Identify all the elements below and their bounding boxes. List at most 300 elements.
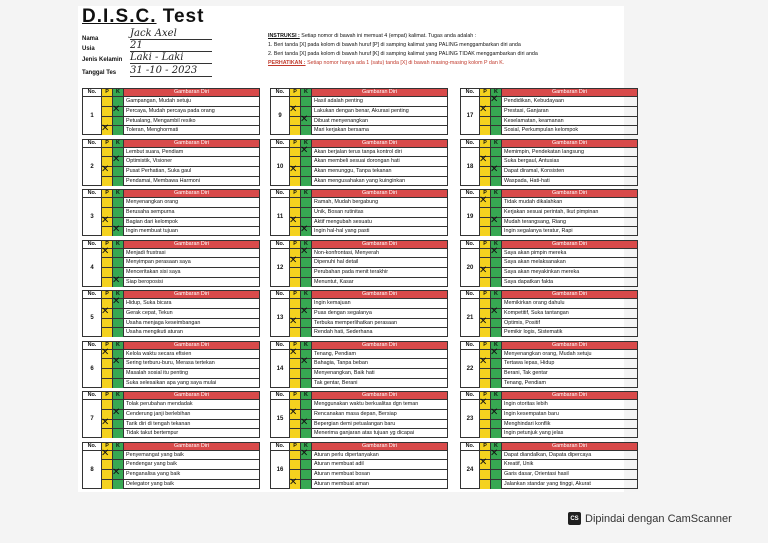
statement-text: Berani, Tak gentar [502,369,637,379]
page-title: D.I.S.C. Test [82,6,205,27]
p-checkbox[interactable] [102,177,112,186]
k-checkbox[interactable] [490,305,501,319]
statement-text: Saya akan melaksanakan [502,258,637,268]
k-checkbox[interactable] [301,177,311,186]
k-checkbox[interactable] [490,164,501,177]
p-checkbox[interactable] [290,198,300,208]
question-group-14 [270,341,448,388]
p-checkbox[interactable] [480,299,490,309]
p-header: P [480,89,491,96]
x-mark-icon: ✕ [101,245,110,257]
k-checkbox[interactable] [300,245,311,259]
k-checkbox[interactable] [113,369,123,379]
k-checkbox[interactable] [300,144,311,158]
p-checkbox[interactable] [289,164,300,177]
group-header [83,241,259,249]
k-checkbox[interactable] [301,400,311,410]
gambaran-header: Gambaran Diri [502,89,637,96]
group-number: 12 [271,249,290,287]
k-checkbox[interactable] [491,227,501,236]
statement-text: Ingin kesempatan baru [502,410,637,420]
p-checkbox[interactable] [480,126,490,135]
no-header: No. [461,443,480,450]
p-checkbox[interactable] [479,356,490,369]
k-header: K [113,291,124,298]
p-checkbox[interactable] [479,315,490,329]
x-mark-icon: ✕ [490,447,499,459]
statement-text: Tarik diri di tengah tekanan [124,420,259,430]
p-checkbox[interactable] [101,245,112,259]
p-checkbox[interactable] [289,214,300,228]
k-checkbox[interactable] [112,103,123,117]
k-column [112,296,124,337]
p-header: P [480,241,491,248]
statement-text: Aturan membuat bosan [312,470,447,480]
no-header: No. [271,190,290,197]
k-column [113,451,124,489]
p-checkbox[interactable] [480,369,490,379]
k-checkbox[interactable] [491,470,501,480]
statement-text: Rendah hati, Sederhana [314,329,373,336]
p-checkbox[interactable] [101,305,112,319]
p-checkbox[interactable] [290,369,300,379]
k-checkbox[interactable] [491,268,501,278]
no-header: No. [83,291,102,298]
x-mark-icon: ✕ [289,164,298,175]
p-checkbox[interactable] [290,451,300,461]
statements [502,350,637,388]
p-checkbox[interactable] [480,117,490,127]
usia-value[interactable]: 21 [130,41,212,52]
no-header: No. [461,190,480,197]
k-checkbox[interactable] [301,167,311,177]
group-number: 9 [271,97,290,135]
k-checkbox[interactable] [113,208,123,218]
statements [312,299,447,337]
p-header: P [102,241,113,248]
statements [502,249,637,287]
statement-text: Memimpin, Pendekatan langsung [502,148,637,158]
p-checkbox[interactable] [479,195,490,208]
question-group-13 [270,290,448,337]
k-header: K [113,190,124,197]
statements [124,249,259,287]
statement-text: Hasil adalah penting [312,97,447,107]
k-checkbox[interactable] [301,157,311,167]
k-checkbox[interactable] [491,107,501,117]
p-header: P [480,392,491,399]
k-checkbox[interactable] [112,467,123,480]
group-header [83,89,259,97]
gambaran-header: Gambaran Diri [124,89,259,96]
statements [502,299,637,337]
p-checkbox[interactable] [102,359,112,369]
question-group-20 [460,240,638,287]
p-checkbox[interactable] [102,470,112,480]
p-header: P [290,190,301,197]
p-checkbox[interactable] [480,249,490,259]
gambaran-header: Gambaran Diri [312,140,447,147]
p-checkbox[interactable] [102,319,112,329]
statement-text: Sosial, Perkumpulan kelompok [504,127,579,134]
k-checkbox[interactable] [112,356,123,369]
camscanner-watermark [568,512,732,525]
p-checkbox[interactable] [290,227,300,236]
k-checkbox[interactable] [491,117,501,127]
p-checkbox[interactable] [290,278,300,287]
p-checkbox[interactable] [289,255,300,268]
k-column [301,198,312,236]
k-checkbox[interactable] [301,328,311,337]
p-checkbox[interactable] [289,406,300,420]
group-header [271,241,447,249]
gambaran-header: Gambaran Diri [312,443,447,450]
p-checkbox[interactable] [102,97,112,107]
p-checkbox[interactable] [102,480,112,489]
k-checkbox[interactable] [300,447,311,461]
statements [312,400,447,438]
k-header: K [113,241,124,248]
k-checkbox[interactable] [491,359,501,369]
statements [312,350,447,388]
p-checkbox[interactable] [289,476,300,489]
p-checkbox[interactable] [480,177,490,186]
k-checkbox[interactable] [112,274,123,287]
statement-text: Aturan membuat aman [314,480,369,487]
k-checkbox[interactable] [491,177,501,186]
p-checkbox[interactable] [290,126,300,135]
k-header: K [113,443,124,450]
statement-text: Menggunakan waktu berkualitas dgn teman [312,400,447,410]
p-checkbox[interactable] [289,103,300,117]
p-checkbox[interactable] [290,117,300,127]
k-checkbox[interactable] [301,268,311,278]
p-checkbox[interactable] [290,148,300,158]
group-header [461,392,637,400]
p-checkbox[interactable] [479,397,490,410]
k-checkbox[interactable] [301,97,311,107]
question-group-10 [270,139,448,186]
p-column [102,148,113,186]
no-header: No. [271,342,290,349]
k-checkbox[interactable] [301,126,311,135]
p-checkbox[interactable] [479,457,490,470]
group-header [461,89,637,97]
k-checkbox[interactable] [300,113,311,127]
k-checkbox[interactable] [491,480,501,489]
k-column [301,350,312,388]
group-number: 13 [271,299,290,337]
no-header: No. [461,342,480,349]
x-mark-icon: ✕ [479,265,488,276]
p-header: P [480,342,491,349]
x-mark-icon: ✕ [101,346,110,358]
p-checkbox[interactable] [479,103,490,117]
statement-text: Optimis, Positif [502,319,637,329]
k-checkbox[interactable] [301,319,311,329]
k-checkbox[interactable] [491,148,501,158]
group-header [461,241,637,249]
no-header: No. [461,140,480,147]
p-checkbox[interactable] [290,177,300,186]
x-mark-icon: ✕ [490,406,499,418]
k-checkbox[interactable] [300,224,311,236]
k-checkbox[interactable] [301,278,311,287]
statements [124,148,259,186]
k-checkbox[interactable] [113,249,123,259]
statement-text: Pusat Perhatian, Suka gaul [124,167,259,177]
p-header: P [290,392,301,399]
p-checkbox[interactable] [102,429,112,438]
p-checkbox[interactable] [102,278,112,287]
group-header [461,443,637,451]
p-checkbox[interactable] [290,429,300,438]
k-checkbox[interactable] [113,319,123,329]
k-checkbox[interactable] [491,319,501,329]
p-checkbox[interactable] [480,218,490,228]
p-checkbox[interactable] [479,265,490,278]
p-checkbox[interactable] [102,460,112,470]
k-checkbox[interactable] [301,429,311,438]
p-checkbox[interactable] [102,379,112,388]
statement-text: Akan berjalan terus tanpa kontrol diri [312,148,447,158]
x-mark-icon: ✕ [112,103,121,115]
x-mark-icon: ✕ [112,274,121,286]
p-checkbox[interactable] [101,123,112,135]
tanggal-tes-value[interactable]: 31 -10 - 2023 [130,66,212,77]
p-checkbox[interactable] [480,429,490,438]
k-checkbox[interactable] [113,451,123,461]
p-checkbox[interactable] [101,416,112,430]
k-column [490,245,502,287]
k-checkbox[interactable] [490,94,501,107]
statement-text: Ramah, Mudah bergabung [312,198,447,208]
no-header: No. [83,241,102,248]
k-checkbox[interactable] [491,278,501,287]
k-checkbox[interactable] [300,356,311,369]
statement-text: Pendidikan, Kebudayaan [502,97,637,107]
k-checkbox[interactable] [113,309,123,319]
group-header [271,342,447,350]
statement-text: Aktif mengubah sesuatu [312,218,447,228]
group-header [271,291,447,299]
p-checkbox[interactable] [289,346,300,360]
k-checkbox[interactable] [491,429,501,438]
p-checkbox[interactable] [290,328,300,337]
p-checkbox[interactable] [102,148,112,158]
nama-value[interactable]: Jack Axel [130,29,212,40]
statement-text: Tolak perubahan mendadak [124,400,259,410]
group-header [83,443,259,451]
k-checkbox[interactable] [113,198,123,208]
k-checkbox[interactable] [113,177,123,186]
p-checkbox[interactable] [102,258,112,268]
k-column [300,245,312,287]
k-header: K [491,140,502,147]
k-column [491,400,502,438]
p-checkbox[interactable] [480,420,490,430]
p-checkbox[interactable] [480,379,490,388]
k-column [491,148,502,186]
p-checkbox[interactable] [101,346,112,360]
p-checkbox[interactable] [102,107,112,117]
k-checkbox[interactable] [301,198,311,208]
gambaran-header: Gambaran Diri [502,392,637,399]
k-checkbox[interactable] [113,258,123,268]
question-group-21 [460,290,638,337]
p-checkbox[interactable] [290,420,300,430]
jenis-kelamin-value[interactable]: Laki - Laki [130,53,212,64]
p-checkbox[interactable] [102,328,112,337]
p-checkbox[interactable] [480,278,490,287]
p-checkbox[interactable] [480,480,490,489]
p-checkbox[interactable] [480,328,490,337]
k-checkbox[interactable] [490,214,501,228]
no-header: No. [271,443,290,450]
p-checkbox[interactable] [290,268,300,278]
k-checkbox[interactable] [113,379,123,388]
statement-text: Akan membeli sesuai dorongan hati [312,157,447,167]
x-mark-icon: ✕ [479,154,488,166]
no-header: No. [461,241,480,248]
statements [502,97,637,135]
group-header [461,190,637,198]
statement-text: Rencanakan masa depan, Bersiap [312,410,447,420]
x-mark-icon: ✕ [300,245,309,257]
k-checkbox[interactable] [491,198,501,208]
p-checkbox[interactable] [290,299,300,309]
k-checkbox[interactable] [112,406,123,420]
p-checkbox[interactable] [102,198,112,208]
k-checkbox[interactable] [113,420,123,430]
p-checkbox[interactable] [480,227,490,236]
no-header: No. [83,392,102,399]
statement-text: Tidak takut bertempur [126,430,179,437]
no-header: No. [83,89,102,96]
k-checkbox[interactable] [490,346,501,360]
statement-text: Tertawa lepas, Hidup [502,359,637,369]
p-checkbox[interactable] [290,359,300,369]
statement-text: Lembut suara, Pendiam [124,148,259,158]
x-mark-icon: ✕ [490,305,499,317]
group-number: 1 [83,97,102,135]
k-checkbox[interactable] [113,117,123,127]
jenis-kelamin-label: Jenis Kelamin [82,57,123,63]
k-checkbox[interactable] [112,224,123,236]
statement-text: Menuntut, Kasar [314,278,354,285]
statement-text: Tenang, Pendiam [312,350,447,360]
p-checkbox[interactable] [480,410,490,420]
group-header [83,190,259,198]
k-checkbox[interactable] [301,460,311,470]
p-checkbox[interactable] [102,369,112,379]
k-checkbox[interactable] [301,470,311,480]
p-checkbox[interactable] [101,214,112,228]
statement-text: Tenang, Pendiam [504,379,546,386]
p-checkbox[interactable] [102,268,112,278]
gambaran-header: Gambaran Diri [312,190,447,197]
p-checkbox[interactable] [290,460,300,470]
statements [124,198,259,236]
p-checkbox[interactable] [290,379,300,388]
x-mark-icon: ✕ [490,346,499,358]
p-checkbox[interactable] [102,227,112,236]
p-checkbox[interactable] [480,470,490,480]
statements [312,97,447,135]
k-checkbox[interactable] [113,167,123,177]
p-checkbox[interactable] [101,447,112,461]
k-checkbox[interactable] [300,416,311,430]
k-checkbox[interactable] [113,328,123,337]
p-checkbox[interactable] [101,164,112,177]
group-header [461,291,637,299]
p-checkbox[interactable] [479,154,490,167]
k-checkbox[interactable] [491,379,501,388]
k-checkbox[interactable] [301,480,311,489]
k-checkbox[interactable] [491,258,501,268]
group-header [461,342,637,350]
gambaran-header: Gambaran Diri [124,241,259,248]
p-checkbox[interactable] [480,167,490,177]
p-header: P [290,342,301,349]
k-column [301,97,312,135]
x-mark-icon: ✕ [112,406,121,418]
k-checkbox[interactable] [113,126,123,135]
k-header: K [301,190,312,197]
k-column [300,144,312,186]
k-checkbox[interactable] [300,305,311,319]
question-group-24 [460,442,638,489]
k-checkbox[interactable] [490,447,501,461]
group-number: 10 [271,148,290,186]
k-checkbox[interactable] [301,379,311,388]
k-checkbox[interactable] [491,126,501,135]
k-checkbox[interactable] [301,208,311,218]
k-checkbox[interactable] [112,296,123,309]
p-checkbox[interactable] [480,208,490,218]
statement-text: Kompetitif, Suka tantangan [502,309,637,319]
gambaran-header: Gambaran Diri [502,140,637,147]
k-checkbox[interactable] [113,429,123,438]
group-number: 22 [461,350,480,388]
instructions: INSTRUKSI : Setiap nomor di bawah ini memuat 4 (empat) kalimat. Tugas anda adalah : 1. Beri tanda [X] pada kolom di bawah huruf [P] di samping kalimat yang PALING menggambarkan diri anda 2. Beri tanda [X] pada kolom di bawah huruf [K] di samping kalimat yang PALING TIDAK menggambarkan diri anda PERHATIKAN : Setiap nomor hanya ada 1 (satu) tanda [X] di bawah masing-masing kolom P dan K. [268,33,538,66]
statements [502,400,637,438]
statements [124,451,259,489]
tanggal-tes-label: Tanggal Tes [82,70,117,76]
no-header: No. [271,291,290,298]
statements [502,198,637,236]
k-checkbox[interactable] [491,460,501,470]
k-checkbox[interactable] [490,245,501,259]
k-checkbox[interactable] [491,328,501,337]
k-checkbox[interactable] [301,369,311,379]
statement-text: Lakukan dengan benar, Akurasi penting [312,107,447,117]
k-checkbox[interactable] [491,420,501,430]
statement-text: Berusaha sempurna [124,208,259,218]
k-checkbox[interactable] [113,480,123,489]
statement-text: Ingin kemajuan [312,299,447,309]
p-checkbox[interactable] [102,400,112,410]
statement-text: Tak gentar, Berani [314,379,358,386]
k-checkbox[interactable] [490,406,501,420]
k-checkbox[interactable] [112,154,123,167]
p-checkbox[interactable] [289,315,300,329]
statement-text: Memikirkan orang dahulu [502,299,637,309]
k-checkbox[interactable] [491,369,501,379]
group-number: 24 [461,451,480,489]
k-checkbox[interactable] [301,258,311,268]
group-number: 4 [83,249,102,287]
